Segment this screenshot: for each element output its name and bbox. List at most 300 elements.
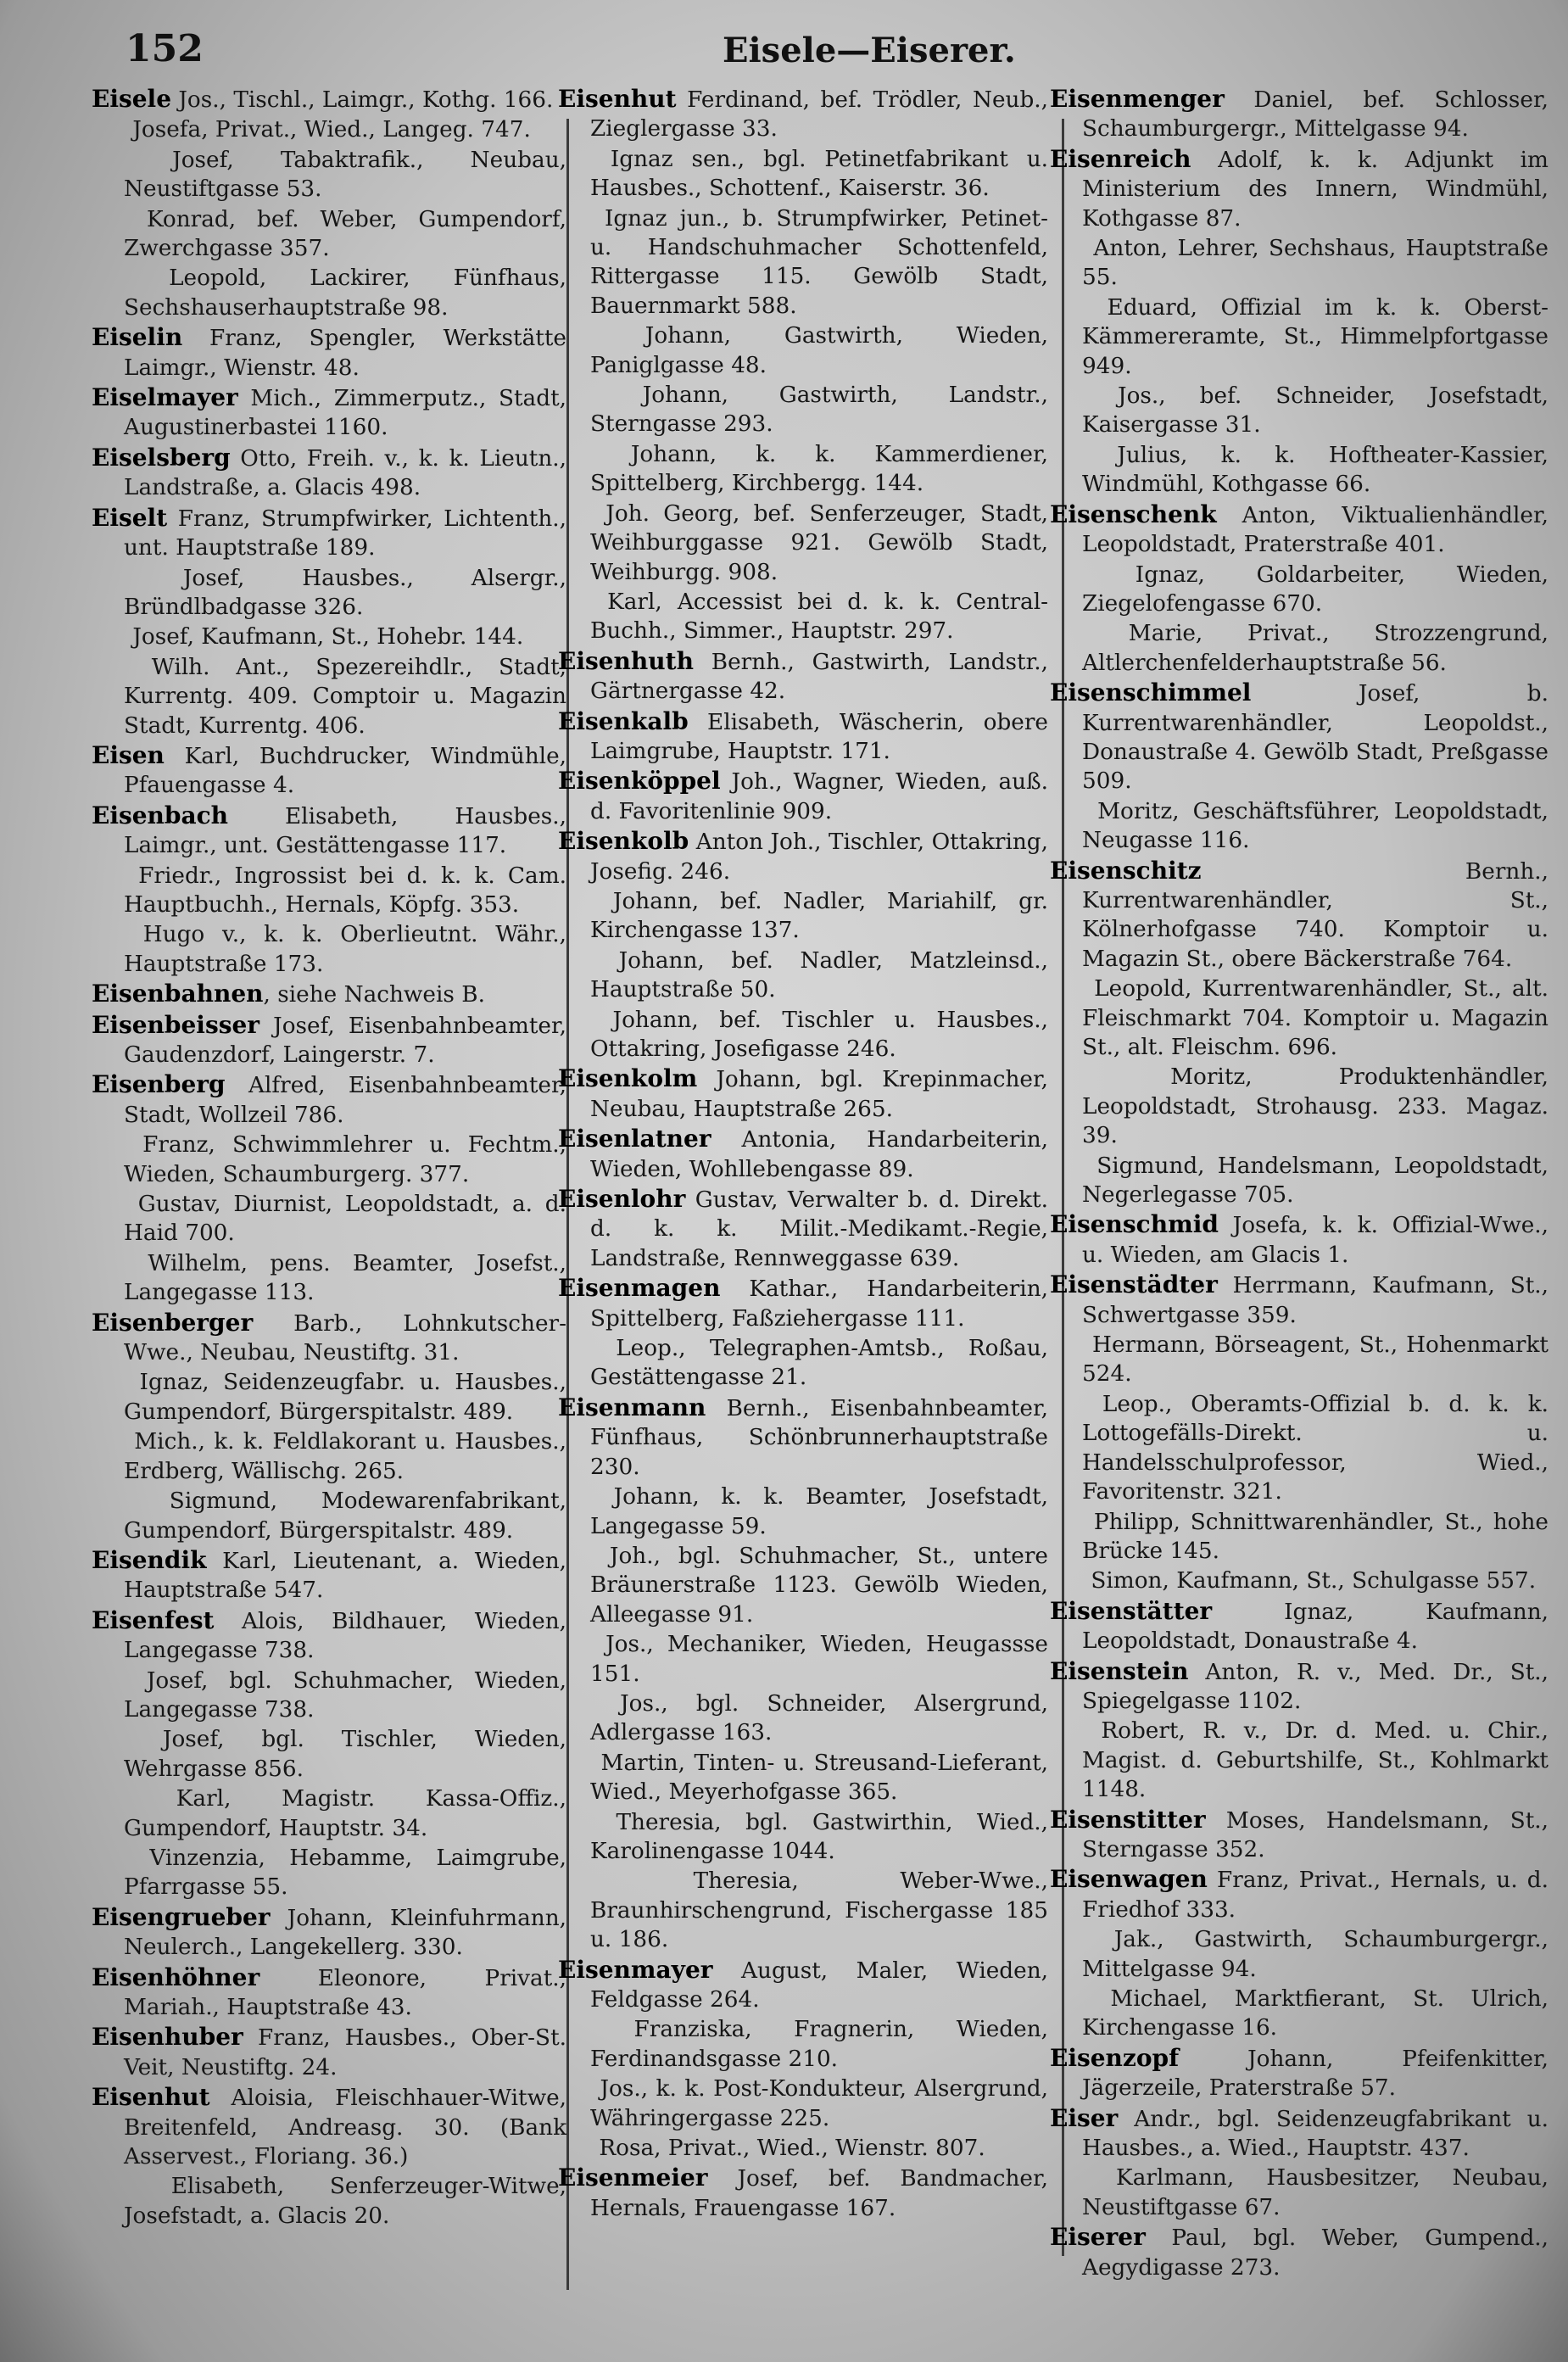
entry-text: Sigmund, Handelsmann, Leopoldstadt, Negerlegasse 705. (1082, 1153, 1548, 1209)
entry-text: Alfred, Eisenbahnbeamter, Stadt, Wollzeil 786. (124, 1073, 566, 1128)
entry-headword: Eiselt (92, 503, 168, 532)
directory-entry (92, 1131, 566, 1189)
directory-entry (1050, 1597, 1548, 1656)
entry-headword: Eisenreich (1050, 144, 1191, 173)
entry-text: Robert, R. v., Dr. d. Med. u. Chir., Magist. d. Geburtshilfe, St., Kohlmarkt 1148. (1082, 1718, 1548, 1803)
directory-entry (558, 2015, 1048, 2074)
entry-text: Ignaz, Goldarbeiter, Wieden, Ziegelofengasse 670. (1082, 561, 1548, 617)
directory-entry (1050, 441, 1548, 500)
entry-dash (1050, 1331, 1084, 1360)
entry-headword: Eisenstädter (1050, 1270, 1218, 1299)
entry-text: Josefa, k. k. Offizial-Wwe., u. Wieden, am Glacis 1. (1082, 1213, 1548, 1268)
directory-entry (558, 1956, 1048, 2015)
entry-text: Martin, Tinten- u. Streusand-Lieferant, Wied., Meyerhofgasse 365. (590, 1750, 1048, 1806)
entry-text: Jos., Tischl., Laimgr., Kothg. 166. (171, 87, 554, 113)
entry-text: Franz, Privat., Hernals, u. d. Friedhof 333. (1082, 1868, 1548, 1923)
entry-text: Franziska, Fragnerin, Wieden, Ferdinandsgasse 210. (590, 2017, 1048, 2072)
directory-entry (558, 1393, 1048, 1482)
entry-text: Theresia, Weber-Wwe., Braunhirschengrund, Fischergasse 185 u. 186. (590, 1868, 1048, 1953)
entry-headword: Eisenmayer (558, 1955, 713, 1984)
entry-text: Leop., Telegraphen-Amtsb., Roßau, Gestättengasse 21. (590, 1336, 1048, 1391)
directory-entry (558, 440, 1048, 499)
entry-text: August, Maler, Wieden, Feldgasse 264. (590, 1957, 1048, 2013)
entry-text: Johann, bgl. Krepinmacher, Neubau, Hauptstraße 265. (590, 1067, 1048, 1122)
entry-text: Gustav, Diurnist, Leopoldstadt, a. d. Haid 700. (124, 1192, 566, 1247)
directory-entry (1050, 500, 1548, 560)
directory-entry (558, 2074, 1048, 2133)
entry-dash (92, 1667, 126, 1695)
entry-text: Josef, Eisenbahnbeamter, Gaudenzdorf, Laingerstr. 7. (124, 1013, 566, 1068)
entry-text: Andr., bgl. Seidenzeugfabrikant u. Hausbes., a. Wied., Hauptstr. 437. (1082, 2106, 1548, 2162)
entry-text: Karlmann, Hausbesitzer, Neubau, Neustiftgasse 67. (1082, 2165, 1548, 2220)
directory-entry (1050, 1806, 1548, 1865)
directory-entry (1050, 2104, 1548, 2164)
entry-headword: Eisenfest (92, 1605, 215, 1634)
directory-entry (92, 1309, 566, 1368)
directory-entry (92, 323, 566, 382)
entry-text: Ignaz, Kaufmann, Leopoldstadt, Donaustraße 4. (1082, 1599, 1548, 1655)
directory-entry (558, 887, 1048, 946)
entry-text: Rosa, Privat., Wied., Wienstr. 807. (592, 2136, 985, 2162)
entry-text: Konrad, bef. Weber, Gumpendorf, Zwerchgasse 357. (124, 206, 566, 262)
directory-entry (558, 1334, 1048, 1393)
entry-dash (92, 623, 126, 651)
entry-dash (92, 1844, 126, 1873)
entry-headword: Eiselin (92, 323, 183, 352)
entry-text: Johann, bef. Nadler, Mariahilf, gr. Kirchengasse 137. (590, 888, 1048, 944)
entry-text: Gustav, Verwalter b. d. Direkt. d. k. k. Milit.-Medikamt.-Regie, Landstraße, Rennweggasse 639. (590, 1187, 1048, 1271)
entry-text: Jos., k. k. Post-Konduktеur, Alsergrund, Währingergasse 225. (590, 2076, 1048, 2131)
directory-entry (558, 1483, 1048, 1541)
entry-dash (1050, 974, 1084, 1003)
directory-entry (558, 767, 1048, 826)
directory-entry (558, 85, 1048, 144)
entry-text: Franz, Spengler, Werkstätte Laimgr., Wienstr. 48. (124, 326, 566, 381)
entry-dash (1050, 561, 1084, 589)
directory-entry (1050, 85, 1548, 144)
entry-dash (1050, 382, 1084, 410)
directory-entry (1050, 1925, 1548, 1984)
directory-entry (92, 1963, 566, 2023)
entry-headword: Eisenlohr (558, 1185, 686, 1214)
directory-entry (92, 2023, 566, 2082)
entry-dash (92, 264, 126, 293)
entry-text: Franz, Schwimmlehrer u. Fechtm., Wieden, Schaumburgerg. 377. (124, 1132, 566, 1187)
directory-entry (92, 85, 566, 114)
entry-headword: Eisenlatner (558, 1125, 711, 1153)
directory-entry (1050, 2044, 1548, 2103)
directory-entry (558, 1006, 1048, 1064)
column-2 (558, 85, 1048, 2341)
entry-dash (92, 205, 126, 234)
directory-entry (1050, 1331, 1548, 1389)
entry-text: Ignaz sen., bgl. Petinetfabrikant u. Hausbes., Schottenf., Kaiserstr. 36. (590, 146, 1048, 202)
directory-entry (92, 801, 566, 861)
entry-dash (1050, 293, 1084, 322)
entry-headword: Eisele (92, 85, 172, 113)
directory-entry (1050, 2223, 1548, 2282)
directory-entry (92, 1070, 566, 1130)
entry-text: Joh. Georg, bef. Senferzeuger, Stadt, Weihburggasse 921. Gewölb Stadt, Weihburgg. 908. (590, 500, 1048, 585)
entry-headword: Eisenbach (92, 801, 229, 829)
entry-dash (558, 1630, 592, 1659)
entry-text: Friedr., Ingrossist bei d. k. k. Cam. Hauptbuchh., Hernals, Köpfg. 353. (124, 863, 566, 918)
entry-dash (558, 2074, 592, 2103)
entry-headword: Eiselmayer (92, 383, 238, 412)
entry-dash (1050, 1717, 1084, 1745)
entry-dash (558, 440, 592, 469)
directory-entry (558, 1689, 1048, 1748)
entry-dash (92, 653, 126, 682)
entry-text: Adolf, k. k. Adjunkt im Ministerium des Innern, Windmühl, Kothgasse 87. (1082, 147, 1548, 232)
directory-entry (1050, 382, 1548, 440)
entry-headword: Eisenschitz (1050, 856, 1202, 885)
directory-entry (92, 1606, 566, 1666)
directory-entry (92, 1427, 566, 1486)
directory-entry (92, 1011, 566, 1070)
entry-text: Moses, Handelsmann, St., Sterngasse 352. (1082, 1807, 1548, 1862)
directory-entry (558, 827, 1048, 886)
running-head: Eisele—Eiserer. (723, 31, 1016, 70)
page-header (0, 19, 1568, 70)
entry-dash (558, 381, 592, 410)
entry-text: Karl, Accessist bei d. k. k. Central-Buchh., Simmer., Hauptstr. 297. (590, 589, 1048, 645)
entry-dash (558, 1006, 592, 1035)
entry-dash (558, 1483, 592, 1511)
entry-dash (558, 2015, 592, 2044)
entry-text: Jos., bgl. Schneider, Alsergrund, Adlergasse 163. (590, 1690, 1048, 1746)
entry-headword: Eisenschimmel (1050, 678, 1252, 707)
directory-entry (92, 115, 566, 144)
entry-headword: Eisenstitter (1050, 1805, 1206, 1834)
directory-entry (92, 1844, 566, 1902)
entry-text: Jos., Mechaniker, Wieden, Heugassse 151. (590, 1632, 1048, 1687)
directory-entry (558, 321, 1048, 380)
entry-dash (92, 564, 126, 593)
entry-text: Sigmund, Modewarenfabrikant, Gumpendorf, Bürgerspitalstr. 489. (124, 1488, 566, 1544)
entry-text: Ferdinand, bef. Trödler, Neub., Zieglergasse 33. (590, 87, 1048, 142)
entry-text: Josef, Kaufmann, St., Hohebr. 144. (126, 624, 524, 651)
entry-dash (558, 2134, 592, 2163)
entry-text: , siehe Nachweis B. (263, 982, 485, 1008)
directory-entry (92, 2083, 566, 2171)
directory-entry (558, 588, 1048, 646)
directory-entry (92, 653, 566, 740)
directory-entry (558, 1808, 1048, 1867)
column-1 (92, 85, 566, 2341)
entry-text: Bernh., Gastwirth, Landstr., Gärtnergasse 42. (590, 649, 1048, 705)
entry-text: Joh., Wagner, Wieden, auß. d. Favoritenlinie 909. (590, 769, 1048, 824)
entry-headword: Eisenkolm (558, 1064, 698, 1093)
entry-dash (1050, 1063, 1084, 1092)
entry-dash (92, 2172, 126, 2201)
entry-headword: Eiser (1050, 2103, 1119, 2132)
directory-entry (1050, 1865, 1548, 1924)
entry-text: Elisabeth, Hausbes., Laimgr., unt. Gestättengasse 117. (124, 803, 566, 859)
entry-dash (558, 500, 592, 528)
directory-entry (1050, 1210, 1548, 1270)
directory-entry (1050, 857, 1548, 974)
entry-text: Moritz, Geschäftsführer, Leopoldstadt, Neugasse 116. (1082, 798, 1548, 854)
entry-text: Josefa, Privat., Wied., Langeg. 747. (126, 117, 531, 143)
directory-entry (1050, 1390, 1548, 1507)
entry-text: Vinzenzia, Hebamme, Laimgrube, Pfarrgasse 55. (124, 1845, 566, 1901)
directory-entry (558, 204, 1048, 321)
entry-text: Johann, k. k. Kammerdiener, Spittelberg, Kirchbergg. 144. (590, 441, 1048, 497)
directory-entry (92, 741, 566, 801)
directory-entry (1050, 1270, 1548, 1330)
directory-entry (1050, 1985, 1548, 2043)
directory-entry (558, 1274, 1048, 1333)
entry-text: Wilhelm, pens. Beamter, Josefst., Langegasse 113. (124, 1250, 566, 1306)
entry-headword: Eisenmeier (558, 2164, 708, 2192)
entry-text: Paul, bgl. Weber, Gumpend., Aegydigasse 273. (1082, 2225, 1548, 2281)
entry-text: Johann, bef. Tischler u. Hausbes., Ottakring, Josefigasse 246. (590, 1007, 1048, 1062)
entry-dash (1050, 1390, 1084, 1419)
entry-headword: Eisendik (92, 1545, 207, 1574)
entry-text: Anton Joh., Tischler, Ottakring, Josefig. 246. (590, 829, 1048, 885)
entry-text: Anton, Viktualienhändler, Leopoldstadt, Praterstraße 401. (1082, 502, 1548, 558)
entry-dash (558, 1334, 592, 1363)
directory-entry (1050, 1566, 1548, 1595)
entry-text: Barb., Lohnkutscher-Wwe., Neubau, Neustiftg. 31. (124, 1310, 566, 1366)
entry-text: Alois, Bildhauer, Wieden, Langegasse 738. (124, 1608, 566, 1664)
entry-text: Simon, Kaufmann, St., Schulgasse 557. (1084, 1568, 1537, 1594)
entry-text: Michael, Marktfierant, St. Ulrich, Kirchengasse 16. (1082, 1986, 1548, 2041)
entry-text: Johann, Gastwirth, Landstr., Sterngasse 293. (590, 382, 1048, 438)
entry-text: Anton, Lehrer, Sechshaus, Hauptstraße 55. (1082, 236, 1548, 291)
directory-entry (558, 647, 1048, 706)
entry-text: Elisabeth, Wäscherin, obere Laimgrube, Hauptstr. 171. (590, 709, 1048, 764)
directory-entry (558, 1542, 1048, 1629)
directory-entry (1050, 1508, 1548, 1566)
entry-dash (558, 145, 592, 174)
entry-text: Eleonore, Privat., Mariah., Hauptstraße 43. (124, 1965, 566, 2020)
entry-headword: Eisenschmid (1050, 1210, 1219, 1239)
directory-entry (1050, 293, 1548, 381)
entry-text: Mich., k. k. Feldlakorant u. Hausbes., Erdberg, Wällischg. 265. (124, 1429, 566, 1484)
entry-dash (92, 1427, 126, 1456)
entry-text: Eduard, Offizial im k. k. Oberst-Kämmereramte, St., Himmelpfortgasse 949. (1082, 294, 1548, 379)
directory-entry (558, 2164, 1048, 2223)
entry-text: Karl, Lieutenant, a. Wieden, Hauptstraße 547. (124, 1548, 566, 1604)
entry-headword: Eisenstein (1050, 1656, 1189, 1685)
directory-entry (558, 2134, 1048, 2163)
entry-text: Josef, Hausbes., Alsergr., Bründlbadgasse 326. (124, 565, 566, 620)
entry-headword: Eisenbeisser (92, 1010, 260, 1039)
entry-text: Joh., bgl. Schuhmacher, St., untere Bräunerstraße 1123. Gewölb Wieden, Alleegasse 91. (590, 1543, 1048, 1628)
entry-dash (558, 588, 592, 617)
entry-text: Ignaz, Seidenzeugfabr. u. Hausbes., Gumpendorf, Bürgerspitalstr. 489. (124, 1370, 566, 1425)
entry-text: Marie, Privat., Strozzengrund, Altlerchenfelderhauptstraße 56. (1082, 621, 1548, 676)
directory-entry (92, 444, 566, 503)
entry-headword: Eisenhut (92, 2083, 210, 2112)
entry-text: Josef, b. Kurrentwarenhändler, Leopoldst., Donaustraße 4. Gewölb Stadt, Preßgasse 509. (1082, 681, 1548, 795)
entry-dash (92, 1190, 126, 1219)
entry-headword: Eisenwagen (1050, 1865, 1208, 1894)
entry-headword: Eisenberger (92, 1308, 254, 1337)
entry-headword: Eisenhuth (558, 646, 694, 675)
entry-headword: Eisenstätter (1050, 1596, 1213, 1625)
entry-headword: Eisenköppel (558, 767, 721, 796)
entry-dash (558, 887, 592, 916)
entry-text: Antonia, Handarbeiterin, Wieden, Wohllebengasse 89. (590, 1127, 1048, 1182)
directory-entry (558, 1064, 1048, 1124)
entry-headword: Eisenschenk (1050, 500, 1217, 528)
column-3 (1050, 85, 1548, 2341)
directory-entry (92, 205, 566, 264)
entry-dash (1050, 1566, 1084, 1595)
directory-entry (92, 1903, 566, 1963)
directory-entry (92, 1249, 566, 1308)
directory-entry (92, 564, 566, 623)
directory-entry (1050, 1063, 1548, 1150)
directory-entry (92, 1487, 566, 1545)
entry-dash (1050, 441, 1084, 470)
entry-dash (92, 1725, 126, 1754)
entry-dash (1050, 1152, 1084, 1181)
directory-entry (92, 1190, 566, 1248)
directory-entry (1050, 234, 1548, 293)
directory-entry (1050, 2164, 1548, 2222)
entry-text: Theresia, bgl. Gastwirthin, Wied., Karolinengasse 1044. (590, 1809, 1048, 1864)
entry-text: Leopold, Kurrentwarenhändler, St., alt. Fleischmarkt 704. Komptoir u. Magazin St., alt. Fleischm. 696. (1082, 976, 1548, 1060)
entry-dash (558, 1542, 592, 1571)
directory-entry (558, 1125, 1048, 1184)
directory-entry (1050, 797, 1548, 856)
directory-entry (558, 946, 1048, 1005)
entry-dash (1050, 1985, 1084, 2013)
directory-entry (558, 1749, 1048, 1807)
entry-text: Bernh., Kurrentwarenhändler, St., Kölnerhofgasse 740. Komptoir u. Magazin St., obere Bäckerstraße 764. (1082, 858, 1548, 972)
directory-entry (558, 500, 1048, 587)
entry-text: Herrmann, Kaufmann, St., Schwertgasse 359. (1082, 1273, 1548, 1328)
entry-text: Johann, Pfeifenkitter, Jägerzeile, Praterstraße 57. (1082, 2046, 1548, 2102)
entry-headword: Eisenberg (92, 1070, 226, 1099)
entry-dash (92, 115, 126, 144)
entry-text: Josef, Tabaktrafik., Neubau, Neustiftgasse 53. (124, 147, 566, 203)
entry-text: Franz, Hausbes., Ober-St. Veit, Neustiftg. 24. (124, 2025, 566, 2080)
directory-entry (1050, 1657, 1548, 1717)
entry-dash (558, 321, 592, 350)
directory-entry (1050, 974, 1548, 1062)
directory-entry (558, 1867, 1048, 1954)
entry-headword: Eisenzopf (1050, 2043, 1180, 2072)
directory-entry (558, 1630, 1048, 1689)
entry-dash (1050, 1925, 1084, 1954)
directory-entry (558, 381, 1048, 439)
entry-dash (92, 920, 126, 949)
entry-text: Bernh., Eisenbahnbeamter, Fünfhaus, Schönbrunnerhauptstraße 230. (590, 1395, 1048, 1480)
entry-text: Leop., Oberamts-Offizial b. d. k. k. Lottogefälls-Direkt. u. Handelsschulprofessor, Wied., Favoritenstr. 321. (1082, 1391, 1548, 1505)
entry-headword: Eisenmenger (1050, 85, 1225, 113)
entry-dash (558, 204, 592, 233)
entry-text: Josef, bgl. Schuhmacher, Wieden, Langegasse 738. (124, 1667, 566, 1723)
entry-text: Johann, bef. Nadler, Matzleinsd., Hauptstraße 50. (590, 947, 1048, 1003)
directory-entry (92, 1667, 566, 1725)
entry-text: Johann, Kleinfuhrmann, Neulerch., Langekellerg. 330. (124, 1905, 566, 1961)
entry-headword: Eisengrueber (92, 1902, 271, 1931)
directory-entry (92, 920, 566, 979)
directory-entry (1050, 678, 1548, 796)
entry-headword: Eiselsberg (92, 443, 231, 472)
directory-entry (92, 980, 566, 1009)
directory-entry (92, 2172, 566, 2231)
entry-text: Josef, bgl. Tischler, Wieden, Wehrgasse 856. (124, 1727, 566, 1782)
entry-dash (1050, 234, 1084, 263)
entry-text: Julius, k. k. Hoftheater-Kassier, Windmühl, Kothgasse 66. (1082, 442, 1548, 498)
entry-text: Kathar., Handarbeiterin, Spittelberg, Faßziehergasse 111. (590, 1276, 1048, 1332)
entry-text: Elisabeth, Senferzeuger-Witwe, Josefstadt, a. Glacis 20. (124, 2174, 566, 2229)
entry-headword: Eisenkolb (558, 827, 689, 856)
entry-dash (92, 862, 126, 891)
directory-entry (92, 623, 566, 651)
entry-dash (558, 1867, 592, 1896)
entry-dash (92, 1368, 126, 1397)
entry-text: Johann, k. k. Beamter, Josefstadt, Langegasse 59. (590, 1484, 1048, 1539)
directory-entry (92, 1546, 566, 1605)
entry-text: Hugo v., k. k. Oberlieutnt. Währ., Hauptstraße 173. (124, 922, 566, 977)
directory-entry (92, 504, 566, 563)
entry-text: Moritz, Produktenhändler, Leopoldstadt, Strohausg. 233. Magaz. 39. (1082, 1064, 1548, 1149)
directory-entry (92, 1368, 566, 1427)
entry-text: Daniel, bef. Schlosser, Schaumburgergr., Mittelgasse 94. (1082, 87, 1548, 142)
entry-dash (558, 1749, 592, 1778)
entry-headword: Eisenhuber (92, 2023, 243, 2052)
entry-text: Anton, R. v., Med. Dr., St., Spiegelgasse 1102. (1082, 1659, 1548, 1714)
entry-text: Franz, Strumpfwirker, Lichtenth., unt. Hauptstraße 189. (124, 505, 566, 561)
entry-text: Mich., Zimmerputz., Stadt, Augustinerbastei 1160. (124, 386, 566, 441)
entry-dash (558, 946, 592, 975)
entry-text: Karl, Magistr. Kassa-Offiz., Gumpendorf, Hauptstr. 34. (124, 1786, 566, 1841)
entry-dash (558, 1689, 592, 1718)
entry-text: Leopold, Lackirer, Fünfhaus, Sechshauserhauptstraße 98. (124, 265, 566, 321)
entry-dash (92, 1784, 126, 1813)
entry-dash (1050, 797, 1084, 826)
entry-text: Otto, Freih. v., k. k. Lieutn., Landstraße, a. Glacis 498. (124, 445, 566, 501)
entry-text: Aloisia, Fleischhauer-Witwe, Breitenfeld, Andreasg. 30. (Bank Asservest., Floriang. 36.) (124, 2086, 566, 2170)
entry-text: Philipp, Schnittwarenhändler, St., hohe Brücke 145. (1082, 1509, 1548, 1564)
entry-dash (92, 1487, 126, 1516)
entry-dash (92, 1249, 126, 1278)
entry-headword: Eisenmagen (558, 1274, 721, 1303)
entry-text: Jak., Gastwirth, Schaumburgergr., Mittelgasse 94. (1082, 1927, 1548, 1982)
entry-text: Karl, Buchdrucker, Windmühle, Pfauengasse 4. (124, 743, 566, 799)
directory-entry (1050, 1717, 1548, 1804)
entry-text: Wilh. Ant., Spezereihdlr., Stadt, Kurrentg. 409. Comptoir u. Magazin Stadt, Kurrentg. 406. (124, 654, 566, 739)
page-number: 152 (126, 27, 204, 70)
directory-entry (558, 1185, 1048, 1273)
directory-entry (1050, 619, 1548, 678)
directory-entry (92, 1725, 566, 1784)
directory-entry (92, 264, 566, 322)
entry-headword: Eiserer (1050, 2223, 1146, 2252)
directory-entry (92, 383, 566, 443)
entry-dash (1050, 2164, 1084, 2192)
directory-entry (1050, 145, 1548, 233)
entry-text: Johann, Gastwirth, Wieden, Paniglgasse 48. (590, 323, 1048, 378)
entry-dash (92, 146, 126, 175)
entry-dash (92, 1131, 126, 1159)
entry-dash (558, 1808, 592, 1837)
directory-entry (558, 707, 1048, 767)
entry-dash (1050, 1508, 1084, 1537)
entry-text: Josef, bef. Bandmacher, Hernals, Frauengasse 167. (590, 2166, 1048, 2221)
entry-headword: Eisenbahnen (92, 980, 264, 1008)
entry-headword: Eisenhöhner (92, 1963, 260, 1991)
directory-entry (92, 862, 566, 920)
entry-headword: Eisenkalb (558, 706, 689, 735)
